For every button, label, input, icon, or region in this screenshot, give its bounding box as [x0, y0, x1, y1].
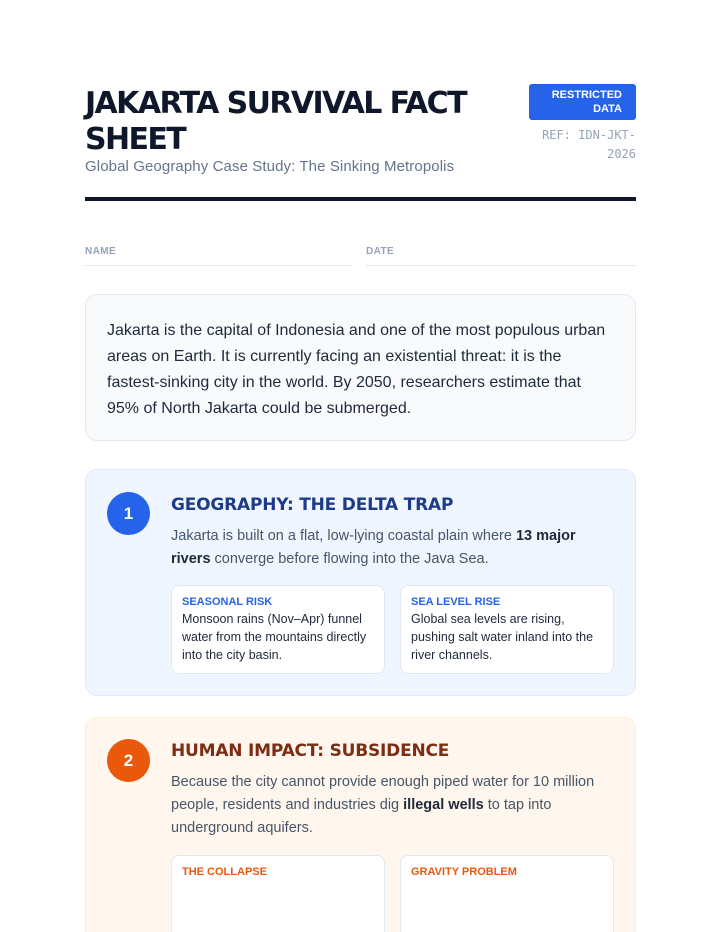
section-title: GEOGRAPHY: THE DELTA TRAP [171, 495, 454, 515]
page-subtitle: Global Geography Case Study: The Sinking Metropolis [85, 158, 455, 175]
section-text-part: Jakarta is built on a flat, low-lying coastal plain where [171, 528, 516, 544]
intro-box [85, 294, 636, 441]
intro-text: Jakarta is the capital of Indonesia and one of the most populous urban areas on Earth. It is currently facing an existential threat: it is the fastest-sinking city in the world. By 2050, researchers estimate that 95% of North Jakarta could be submerged. [107, 322, 606, 417]
section-text [171, 771, 616, 840]
section-number-badge: 1 [107, 492, 150, 535]
header [85, 86, 636, 202]
section-text-highlight: illegal wells [403, 797, 484, 813]
info-card-gravity-problem [400, 855, 614, 932]
card-label: SEA LEVEL RISE [411, 596, 501, 608]
info-card-sea-level-rise [400, 585, 614, 674]
info-card-seasonal-risk [171, 585, 385, 674]
page-title: JAKARTA SURVIVAL FACT SHEET [85, 86, 466, 157]
section-text-highlight: 13 major rivers [171, 528, 576, 567]
date-field[interactable] [366, 241, 636, 266]
name-field[interactable] [85, 241, 353, 266]
restricted-badge: RESTRICTED DATA [529, 84, 636, 120]
section-text-part: converge before flowing into the Java Sea. [210, 551, 489, 567]
section-number-badge: 2 [107, 739, 150, 782]
section-text-part: Because the city cannot provide enough piped water for 10 million people, residents and industries dig [171, 774, 595, 813]
card-body: Monsoon rains (Nov–Apr) funnel water from the mountains directly into the city basin. [182, 612, 367, 662]
info-card-the-collapse [171, 855, 385, 932]
name-label: NAME [85, 246, 117, 257]
card-label: THE COLLAPSE [182, 866, 267, 878]
section-geography [85, 469, 636, 696]
reference-code: REF: IDN-JKT-2026 [542, 128, 636, 161]
date-label: DATE [366, 246, 395, 257]
card-label: SEASONAL RISK [182, 596, 273, 608]
section-text-part: to tap into underground aquifers. [171, 797, 552, 836]
section-text [171, 525, 616, 571]
section-human-impact [85, 717, 636, 932]
header-divider [85, 197, 636, 201]
section-title: HUMAN IMPACT: SUBSIDENCE [171, 741, 450, 761]
card-label: GRAVITY PROBLEM [411, 866, 517, 878]
card-body: Global sea levels are rising, pushing salt water inland into the river channels. [411, 612, 594, 662]
